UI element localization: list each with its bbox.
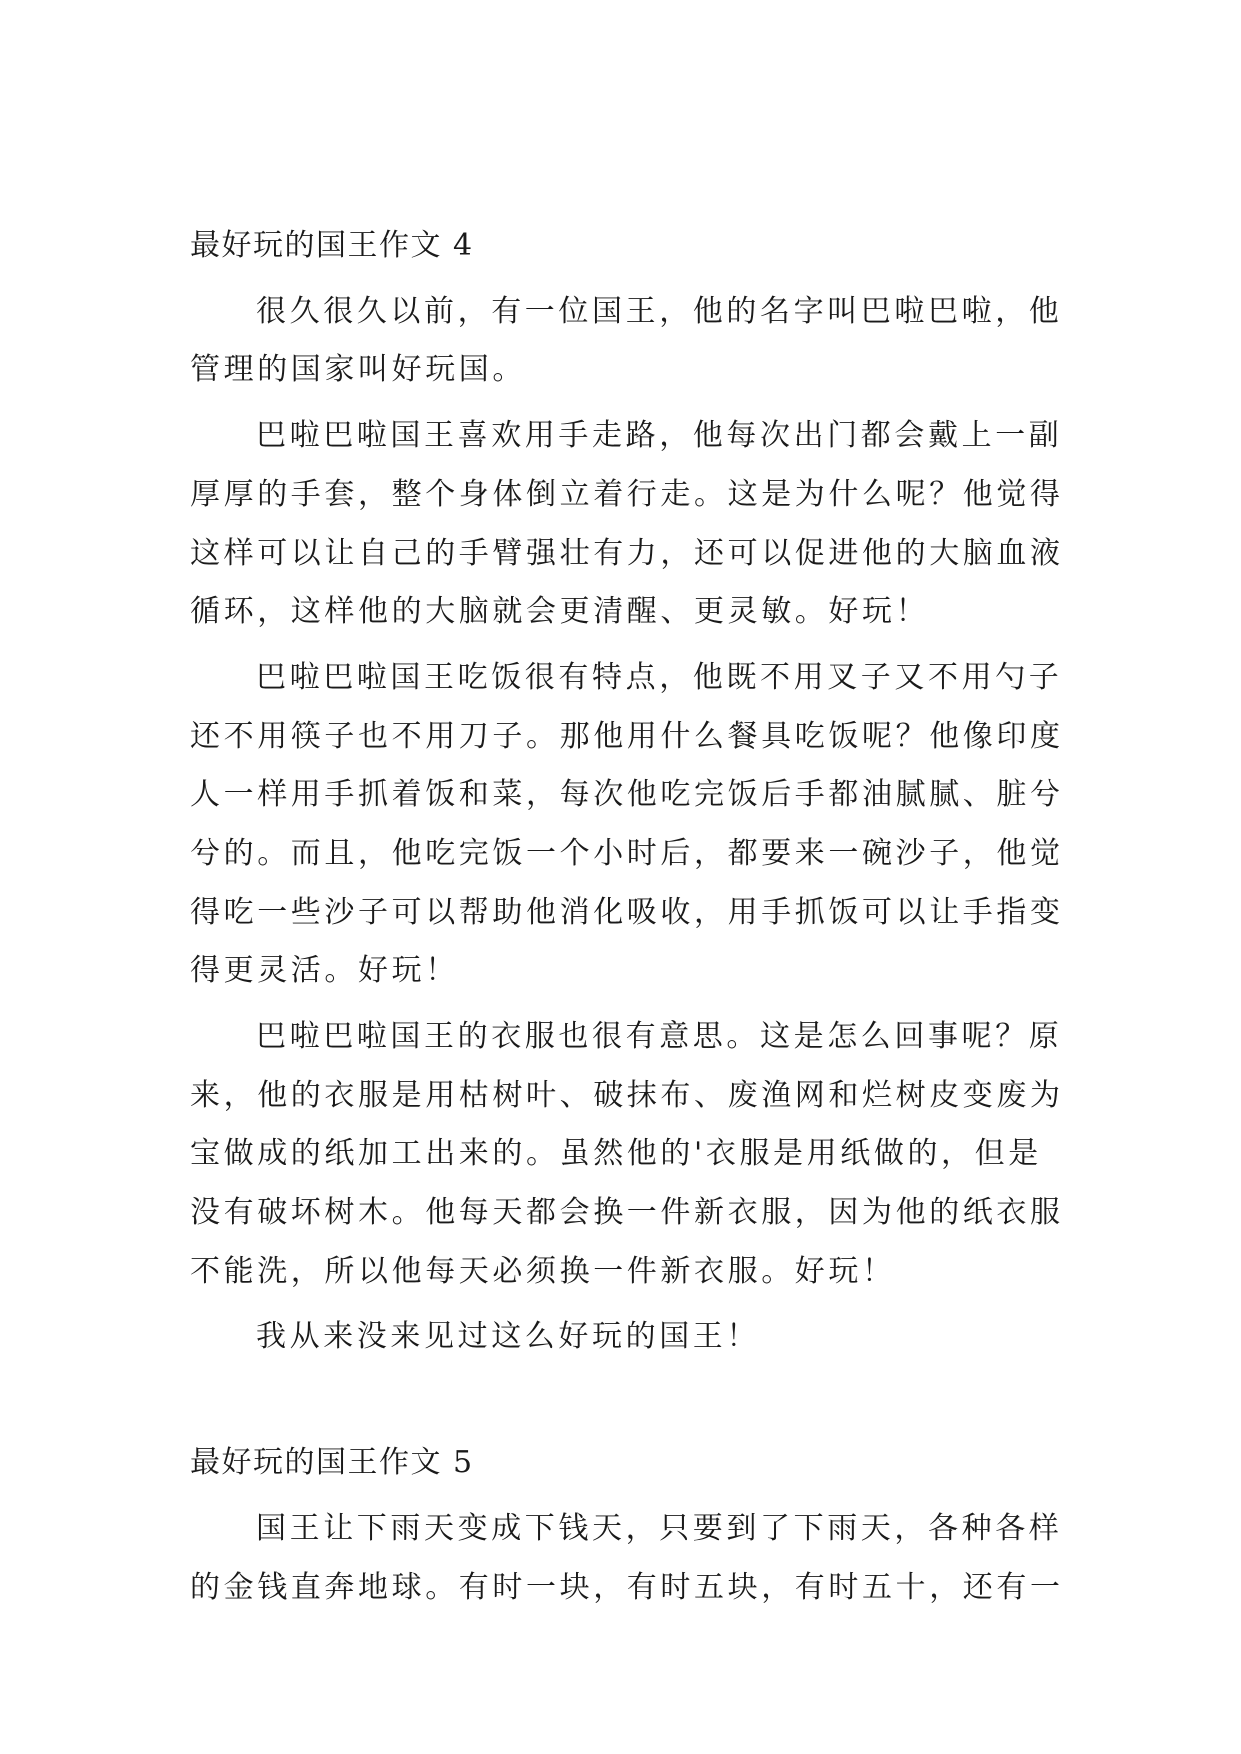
paragraph-line: 来，他的衣服是用枯树叶、破抹布、废渔网和烂树皮变废为 — [190, 1078, 1064, 1113]
paragraph-line: 巴啦巴啦国王吃饭很有特点，他既不用叉子又不用勺子 — [256, 660, 1063, 695]
paragraph-line: 的金钱直奔地球。有时一块，有时五块，有时五十，还有一 — [190, 1570, 1064, 1605]
paragraph-line: 宝做成的纸加工出来的。虽然他的'衣服是用纸做的，但是 — [190, 1136, 1042, 1171]
paragraph-line: 还不用筷子也不用刀子。那他用什么餐具吃饭呢？他像印度 — [190, 719, 1064, 754]
paragraph-line: 没有破坏树木。他每天都会换一件新衣服，因为他的纸衣服 — [190, 1195, 1064, 1230]
paragraph-line: 得更灵活。好玩！ — [190, 953, 459, 988]
paragraph-line: 人一样用手抓着饭和菜，每次他吃完饭后手都油腻腻、脏兮 — [190, 777, 1064, 812]
paragraph-line: 巴啦巴啦国王喜欢用手走路，他每次出门都会戴上一副 — [256, 418, 1063, 453]
paragraph-line: 管理的国家叫好玩国。 — [190, 352, 526, 387]
paragraph-line: 国王让下雨天变成下钱天，只要到了下雨天，各种各样 — [256, 1511, 1063, 1546]
paragraph-line: 很久很久以前，有一位国王，他的名字叫巴啦巴啦，他 — [256, 294, 1063, 329]
section-heading: 最好玩的国王作文 4 — [190, 228, 474, 263]
paragraph-line: 巴啦巴啦国王的衣服也很有意思。这是怎么回事呢？原 — [256, 1019, 1063, 1054]
section-heading: 最好玩的国王作文 5 — [190, 1445, 474, 1480]
paragraph-line: 得吃一些沙子可以帮助他消化吸收，用手抓饭可以让手指变 — [190, 895, 1064, 930]
paragraph-line: 不能洗，所以他每天必须换一件新衣服。好玩！ — [190, 1254, 896, 1289]
paragraph-line: 厚厚的手套，整个身体倒立着行走。这是为什么呢？他觉得 — [190, 477, 1064, 512]
paragraph-line: 兮的。而且，他吃完饭一个小时后，都要来一碗沙子，他觉 — [190, 836, 1064, 871]
paragraph-line: 循环，这样他的大脑就会更清醒、更灵敏。好玩！ — [190, 594, 930, 629]
paragraph-line: 我从来没来见过这么好玩的国王！ — [256, 1319, 760, 1354]
paragraph-line: 这样可以让自己的手臂强壮有力，还可以促进他的大脑血液 — [190, 536, 1064, 571]
